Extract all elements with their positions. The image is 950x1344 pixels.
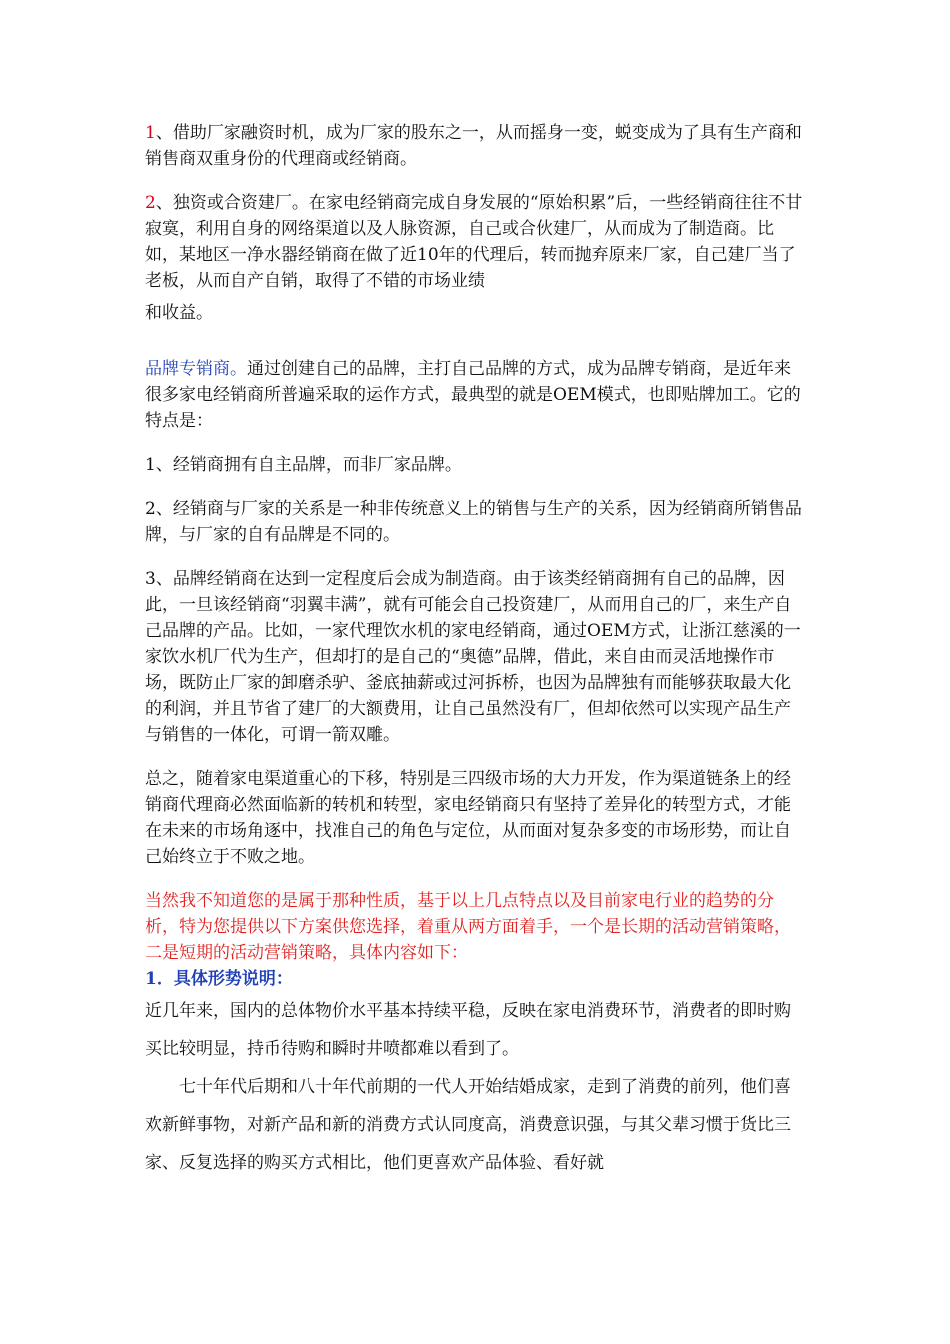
paragraph-brand [145, 356, 805, 434]
red-notice-paragraph: 当然我不知道您的是属于那种性质，基于以上几点特点以及目前家电行业的趋势的分析，特为您提供以下方案供您选择，着重从两方面着手，一个是长期的活动营销策略，二是短期的活动营销策略，具体内容如下： [145, 891, 791, 963]
list-item-2: 2、经销商与厂家的关系是一种非传统意义上的销售与生产的关系，因为经销商所销售品牌，与厂家的自有品牌是不同的。 [145, 499, 802, 545]
body-paragraph-2: 七十年代后期和八十年代前期的一代人开始结婚成家，走到了消费的前列，他们喜欢新鲜事物，对新产品和新的消费方式认同度高，消费意识强，与其父辈习惯于货比三家、反复选择的购买方式相比，他们更喜欢产品体验、看好就 [145, 1077, 791, 1173]
list-item-1: 1、经销商拥有自主品牌，而非厂家品牌。 [145, 455, 462, 475]
summary-paragraph: 总之，随着家电渠道重心的下移，特别是三四级市场的大力开发，作为渠道链条上的经销商代理商必然面临新的转机和转型，家电经销商只有坚持了差异化的转型方式，才能在未来的市场角逐中，找准自己的角色与定位，从而面对复杂多变的市场形势，而让自己始终立于不败之地。 [145, 769, 791, 867]
paragraph-1-text: 、借助厂家融资时机，成为厂家的股东之一，从而摇身一变，蜕变成为了具有生产商和销售商双重身份的代理商或经销商。 [145, 123, 802, 169]
list-item-3: 3、品牌经销商在达到一定程度后会成为制造商。由于该类经销商拥有自己的品牌，因此，一旦该经销商“羽翼丰满”，就有可能会自己投资建厂，从而用自己的厂，来生产自己品牌的产品。比如，一家代理饮水机的家电经销商，通过OEM方式，让浙江慈溪的一家饮水机厂代为生产，但却打的是自己的“奥德”品牌，借此，来自由而灵活地操作市场，既防止厂家的卸磨杀驴、釜底抽薪或过河拆桥，也因为品牌独有而能够获取最大化的利润，并且节省了建厂的大额费用，让自己虽然没有厂，但却依然可以实现产品生产与销售的一体化，可谓一箭双雕。 [145, 569, 801, 745]
document-page [145, 120, 805, 1182]
paragraph-1-number: 1 [145, 123, 156, 143]
paragraph-1 [145, 120, 805, 172]
body-paragraph-1: 近几年来，国内的总体物价水平基本持续平稳，反映在家电消费环节，消费者的即时购买比较明显，持币待购和瞬时井喷都难以看到了。 [145, 1001, 791, 1059]
section-heading: 1．具体形势说明： [145, 969, 293, 989]
paragraph-2-tail: 和收益。 [145, 303, 213, 323]
brand-text: 通过创建自己的品牌，主打自己品牌的方式，成为品牌专销商，是近年来很多家电经销商所普遍采取的运作方式，最典型的就是OEM模式，也即贴牌加工。它的特点是： [145, 359, 801, 431]
brand-label: 品牌专销商。 [145, 359, 247, 379]
paragraph-2-number: 2 [145, 193, 156, 213]
paragraph-2 [145, 190, 805, 294]
paragraph-2-text: 、独资或合资建厂。在家电经销商完成自身发展的“原始积累”后，一些经销商往往不甘寂寞，利用自身的网络渠道以及人脉资源，自己或合伙建厂，从而成为了制造商。比如，某地区一净水器经销商在做了近10年的代理后，转而抛弃原来厂家，自己建厂当了老板，从而自产自销，取得了不错的市场业绩 [145, 193, 803, 291]
